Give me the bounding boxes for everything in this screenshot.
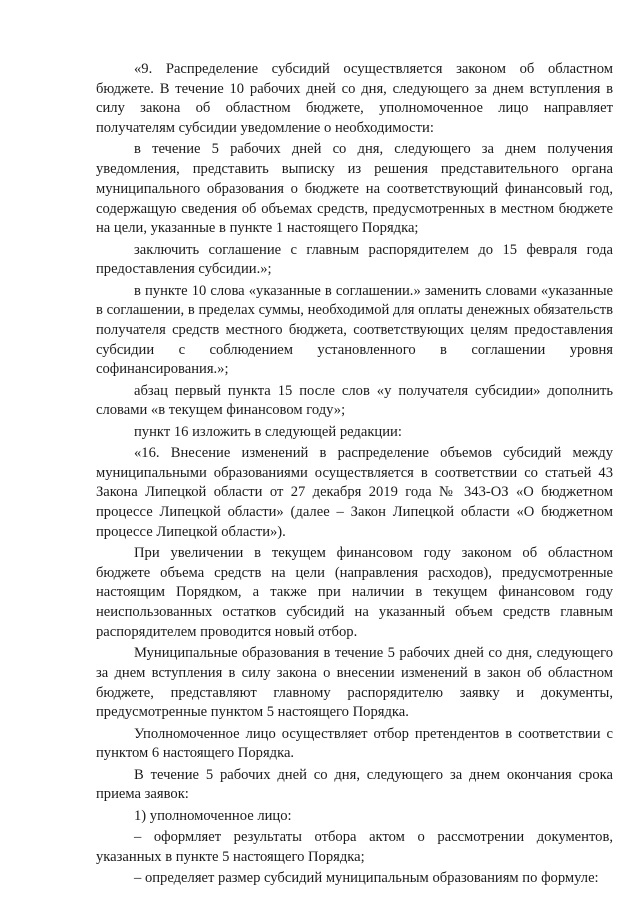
paragraph-act-of-review: – оформляет результаты отбора актом о рассмотрении документов, указанных в пункте 5 настоящего Порядка; [96,828,613,865]
paragraph-point-10-amendment: в пункте 10 слова «указанные в соглашении.» заменить словами «указанные в соглашении, в пределах суммы, необходимой для оплаты денежных обязательств получателя средств местного бюджета, соответствующих целям предоставления субсидии с соблюдением установленного в соглашении уровня софинансирования.»; [96,282,613,378]
paragraph-formula: – определяет размер субсидий муниципальным образованиям по формуле: [134,869,599,886]
paragraph-increase-budget: При увеличении в текущем финансовом году законом об областном бюджете объема средств на цели (направления расходов), предусмотренные настоящим Порядком, а также при наличии в текущем финансовом году неиспользованных остатков субсидий на указанный объем средств главным распорядителем проводится новый отбор. [96,545,613,640]
paragraph-point-16-intro: пункт 16 изложить в следующей редакции: [134,423,402,440]
paragraph-9-distribution: «9. Распределение субсидий осуществляется законом об областном бюджете. В течение 10 рабочих дней со дня, следующего за днем вступления в силу закона об областном бюджете, уполномоченное лицо направляет получателям субсидии уведомление о необходимости: [96,61,613,137]
paragraph-conclude-agreement: заключить соглашение с главным распорядителем до 15 февраля года предоставления субсидии.»; [96,241,613,278]
paragraph-submit-extract: в течение 5 рабочих дней со дня, следующего за днем получения уведомления, представить выписку из решения представительного органа муниципального образования о бюджете на соответствующий финансовый год, содержащую сведения об объемах средств, предусмотренных в местном бюджете на цели, указанные в пункте 1 настоящего Порядка; [96,141,613,237]
paragraph-16-changes: «16. Внесение изменений в распределение объемов субсидий между муниципальными образованиями осуществляется в соответствии со статьей 43 Закона Липецкой области от 27 декабря 2019 года № 343-ОЗ «О бюджетном процессе Липецкой области» (далее – Закон Липецкой области «О бюджетном процессе Липецкой области»). [96,444,613,540]
paragraph-point-15-amendment: абзац первый пункта 15 после слов «у получателя субсидии» дополнить словами «в текущем финансовом году»; [96,382,613,419]
document-page [96,60,613,890]
paragraph-municipal-submission: Муниципальные образования в течение 5 рабочих дней со дня, следующего за днем вступления в силу закона о внесении изменений в закон об областном бюджете, представляют главному распорядителю заявку и документы, предусмотренные пунктом 5 настоящего Порядка. [96,645,613,721]
paragraph-authorized-person: 1) уполномоченное лицо: [134,807,292,824]
paragraph-within-5-days: В течение 5 рабочих дней со дня, следующего за днем окончания срока приема заявок: [96,766,613,803]
paragraph-selection: Уполномоченное лицо осуществляет отбор претендентов в соответствии с пунктом 6 настоящего Порядка. [96,725,613,762]
